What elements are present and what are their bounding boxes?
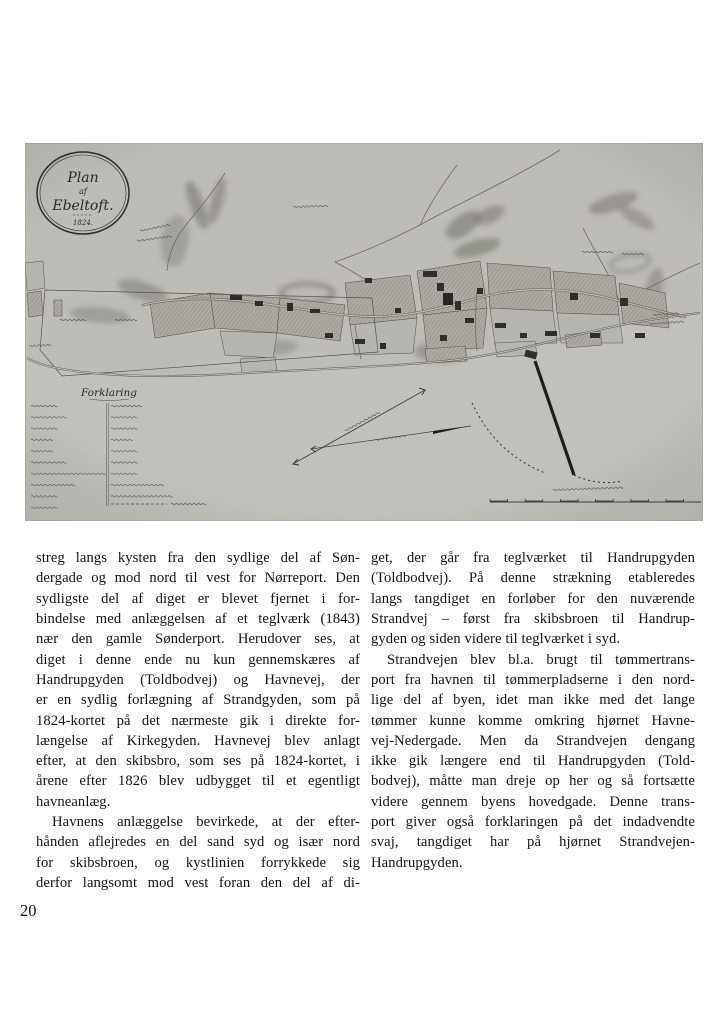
article-column-left: [36, 548, 360, 893]
photo-vignette: [25, 143, 703, 521]
text-line: port fra havnen til tømmerpladserne i den nord-: [371, 671, 695, 688]
text-line: (Toldbodvej). På denne strækning etableredes: [371, 570, 695, 587]
article-column-right: [371, 548, 695, 873]
text-line: bodvej), måtte man dreje op her og så fortsætte: [371, 773, 695, 790]
text-line: længelse af Kirkegyden. Havnevej blev anlagt: [36, 732, 360, 749]
text-line: diget i denne ende nu kun gennemskæres af: [36, 651, 360, 668]
text-line: bindelse med anlæggelsen af et teglværk (1843): [36, 610, 360, 627]
text-line: Handrupgyden.: [371, 854, 463, 871]
text-line: svaj, tangdiget har på hjørnet Strandvejen-: [371, 834, 695, 851]
text-line: nær den gamle Sønderport. Herudover ses, at: [36, 631, 360, 648]
text-line: årene efter 1826 blev udbygget til et egentligt: [36, 773, 360, 790]
text-line: Strandvej – først fra skibsbroen til Handrup-: [371, 610, 695, 627]
text-line: Strandvejen blev bl.a. brugt til tømmertrans-: [387, 651, 695, 668]
text-line: port giver også forklaringen på det indadvendte: [371, 814, 695, 831]
text-line: sydligste del af diget er blevet fjernet i for-: [36, 590, 360, 607]
text-line: dergade og mod nord til vest for Nørreport. Den: [36, 570, 360, 587]
page-number: 20: [20, 901, 37, 920]
text-line: vej-Nedergade. Men da Strandvejen dengang: [371, 732, 695, 749]
text-line: efter, at den skibsbro, som ses på 1824-kortet, i: [36, 753, 360, 770]
ebeltoft-map-1824: [25, 143, 703, 521]
text-line: lige del af byen, idet man ikke med det lange: [371, 692, 695, 709]
text-line: langs tangdiget en forløber for den nuværende: [371, 590, 695, 607]
text-line: ikke gik længere end til Handrupgyden (Told-: [371, 753, 695, 770]
text-line: videre gennem byens hovedgade. Denne trans-: [371, 793, 695, 810]
text-line: havneanlæg.: [36, 793, 111, 810]
text-line: streg langs kysten fra den sydlige del af Søn-: [36, 550, 360, 566]
text-line: er en sydlig forlægning af Strandgyden, som på: [36, 692, 360, 709]
text-line: Havnens anlæggelse bevirkede, at der efter-: [52, 814, 360, 831]
text-line: derfor langsomt mod vest foran den del af di-: [36, 875, 360, 891]
text-line: hånden aflejredes en del sand syd og især nord: [36, 834, 360, 851]
map-figure: [25, 143, 703, 521]
text-line: 1824-kortet på det nærmeste gik i direkte for-: [36, 712, 360, 729]
text-line: for skibsbroen, og kystlinien forrykkede sig: [36, 854, 360, 871]
text-line: Handrupgyden (Toldbodvej) og Havnevej, der: [36, 671, 360, 688]
text-line: get, der går fra teglværket til Handrupgyden: [371, 550, 695, 566]
text-line: gyden og siden videre til teglværket i syd.: [371, 631, 621, 648]
text-line: tømmer kunne komme omkring hjørnet Havne-: [371, 712, 695, 729]
